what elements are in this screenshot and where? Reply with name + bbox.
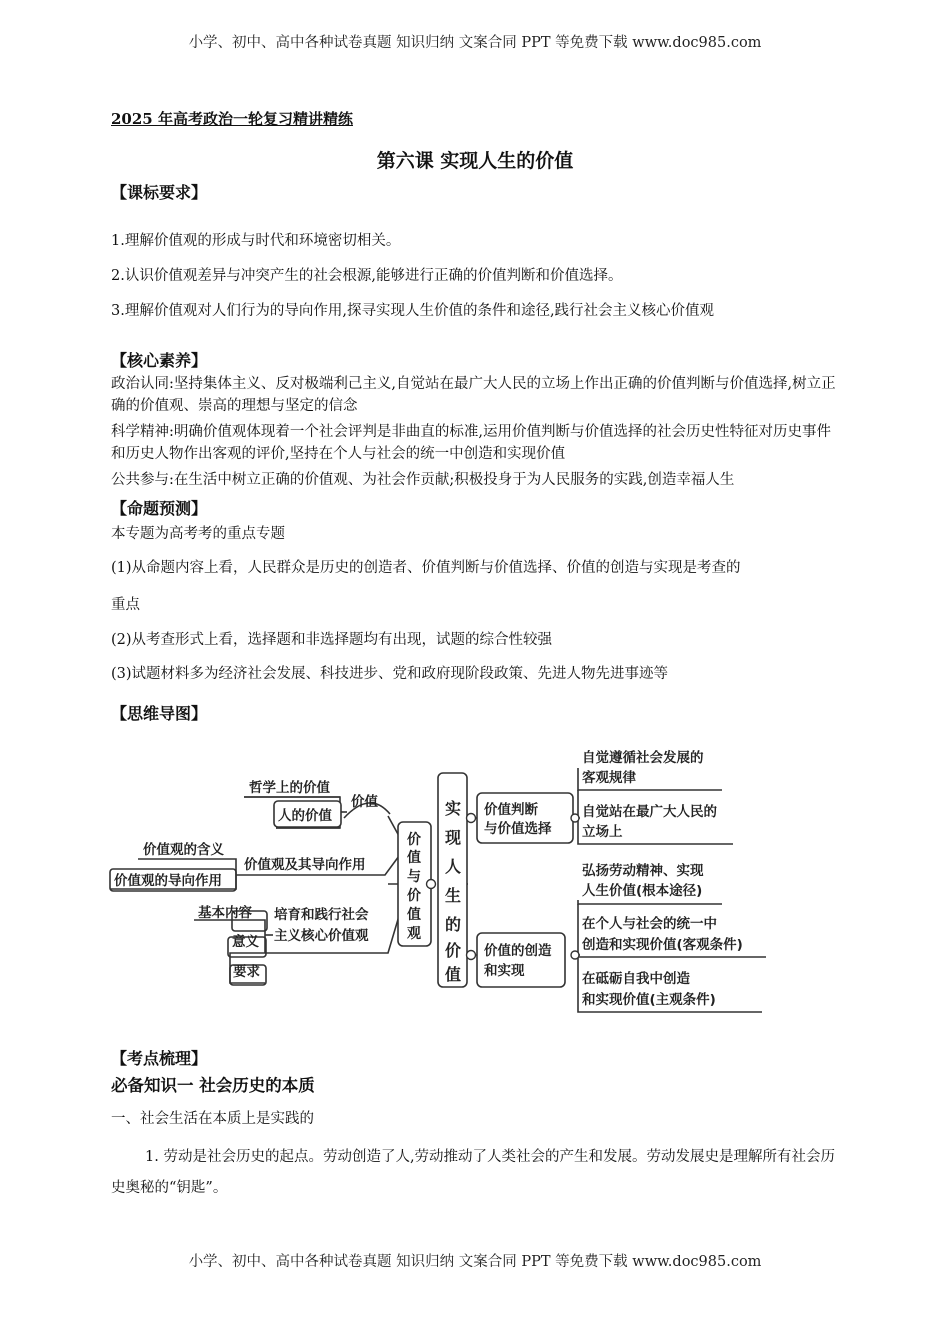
value-view-char: 价 <box>407 888 421 904</box>
curriculum-item-2: 2.认识价值观差异与冲突产生的社会根源,能够进行正确的价值判断和价值选择。 <box>111 268 623 284</box>
node-judge: 价值判断 <box>484 802 538 818</box>
leaf-judge-1: 自觉遵循社会发展的 <box>582 750 704 766</box>
leaf-create-1: 人生价值(根本途径) <box>582 883 703 899</box>
node-human-value: 人的价值 <box>278 808 332 824</box>
leaf-create-3: 在砥砺自我中创造 <box>582 971 690 987</box>
node-create: 价值的创造 <box>484 943 552 959</box>
forecast-item: 本专题为高考考的重点专题 <box>111 526 285 542</box>
leaf-judge-1: 客观规律 <box>582 770 636 786</box>
node-requirement: 要求 <box>233 964 260 980</box>
page-header: 小学、初中、高中各种试卷真题 知识归纳 文案合同 PPT 等免费下载 www.doc985.com <box>188 35 762 51</box>
node-create: 和实现 <box>484 963 525 979</box>
forecast-item: 重点 <box>111 597 140 613</box>
value-view-char: 值 <box>407 907 421 923</box>
leaf-create-3: 和实现价值(主观条件) <box>582 992 716 1008</box>
section-review: 【考点梳理】 <box>111 1049 208 1068</box>
section-forecast: 【命题预测】 <box>111 499 208 518</box>
forecast-item: (2)从考查形式上看，选择题和非选择题均有出现，试题的综合性较强 <box>111 632 553 648</box>
forecast-item: (1)从命题内容上看，人民群众是历史的创造者、价值判断与价值选择、价值的创造与实现是考查的 <box>111 560 741 576</box>
center-char: 生 <box>444 886 462 905</box>
leaf-judge-2: 立场上 <box>582 824 623 840</box>
center-char: 实 <box>444 799 462 818</box>
node-vv-meaning: 价值观的含义 <box>143 842 224 858</box>
node-judge: 与价值选择 <box>484 821 552 837</box>
center-char: 的 <box>444 915 462 934</box>
section-literacy: 【核心素养】 <box>111 351 208 370</box>
leaf-create-2: 创造和实现价值(客观条件) <box>582 937 743 953</box>
literacy-item-1: 政治认同:坚持集体主义、反对极端利己主义,自觉站在最广大人民的立场上作出正确的价值判断与价值选择,树立正确的价值观、崇高的理想与坚定的信念 <box>111 376 836 414</box>
node-core-values: 主义核心价值观 <box>274 928 369 944</box>
center-char: 价 <box>444 941 462 960</box>
section-curriculum: 【课标要求】 <box>111 183 208 202</box>
node-value-view-role: 价值观及其导向作用 <box>244 857 366 873</box>
page-title: 第六课 实现人生的价值 <box>376 150 574 172</box>
value-view-char: 观 <box>407 926 421 942</box>
node-core-values: 培育和践行社会 <box>274 907 369 923</box>
paragraph: 1. 劳动是社会历史的起点。劳动创造了人,劳动推动了人类社会的产生和发展。劳动发展史是理解所有社会历史奥秘的“钥匙”。 <box>111 1149 836 1196</box>
literacy-item-2: 科学精神:明确价值观体现着一个社会评判是非曲直的标准,运用价值判断与价值选择的社会历史性特征对历史事件和历史人物作出客观的评价,坚持在个人与社会的统一中创造和实现价值 <box>111 424 831 462</box>
center-char: 人 <box>444 857 462 876</box>
node-philo-value: 哲学上的价值 <box>249 780 330 796</box>
curriculum-item-3: 3.理解价值观对人们行为的导向作用,探寻实现人生价值的条件和途径,践行社会主义核心价值观 <box>111 303 715 319</box>
node-basic: 基本内容 <box>198 905 252 921</box>
value-view-char: 价 <box>407 832 421 848</box>
point-heading: 一、社会生活在本质上是实践的 <box>111 1111 314 1127</box>
node-value: 价值 <box>351 794 378 810</box>
center-char: 现 <box>444 828 462 847</box>
leaf-create-2: 在个人与社会的统一中 <box>582 916 717 932</box>
page-footer: 小学、初中、高中各种试卷真题 知识归纳 文案合同 PPT 等免费下载 www.doc985.com <box>188 1254 762 1270</box>
node-vv-role: 价值观的导向作用 <box>114 873 222 889</box>
section-mindmap: 【思维导图】 <box>111 704 208 723</box>
node-significance: 意义 <box>232 934 259 950</box>
forecast-item: (3)试题材料多为经济社会发展、科技进步、党和政府现阶段政策、先进人物先进事迹等 <box>111 666 669 682</box>
value-view-char: 值 <box>407 850 421 866</box>
leaf-judge-2: 自觉站在最广大人民的 <box>582 804 717 820</box>
knowledge-title: 必备知识一 社会历史的本质 <box>111 1076 315 1095</box>
center-char: 值 <box>444 965 462 984</box>
doc-subtitle: 2025 年高考政治一轮复习精讲精练 <box>111 110 353 128</box>
leaf-create-1: 弘扬劳动精神、实现 <box>582 863 704 879</box>
curriculum-item-1: 1.理解价值观的形成与时代和环境密切相关。 <box>111 233 401 249</box>
literacy-item-3: 公共参与:在生活中树立正确的价值观、为社会作贡献;积极投身于为人民服务的实践,创造幸福人生 <box>111 472 735 488</box>
value-view-char: 与 <box>407 869 421 885</box>
